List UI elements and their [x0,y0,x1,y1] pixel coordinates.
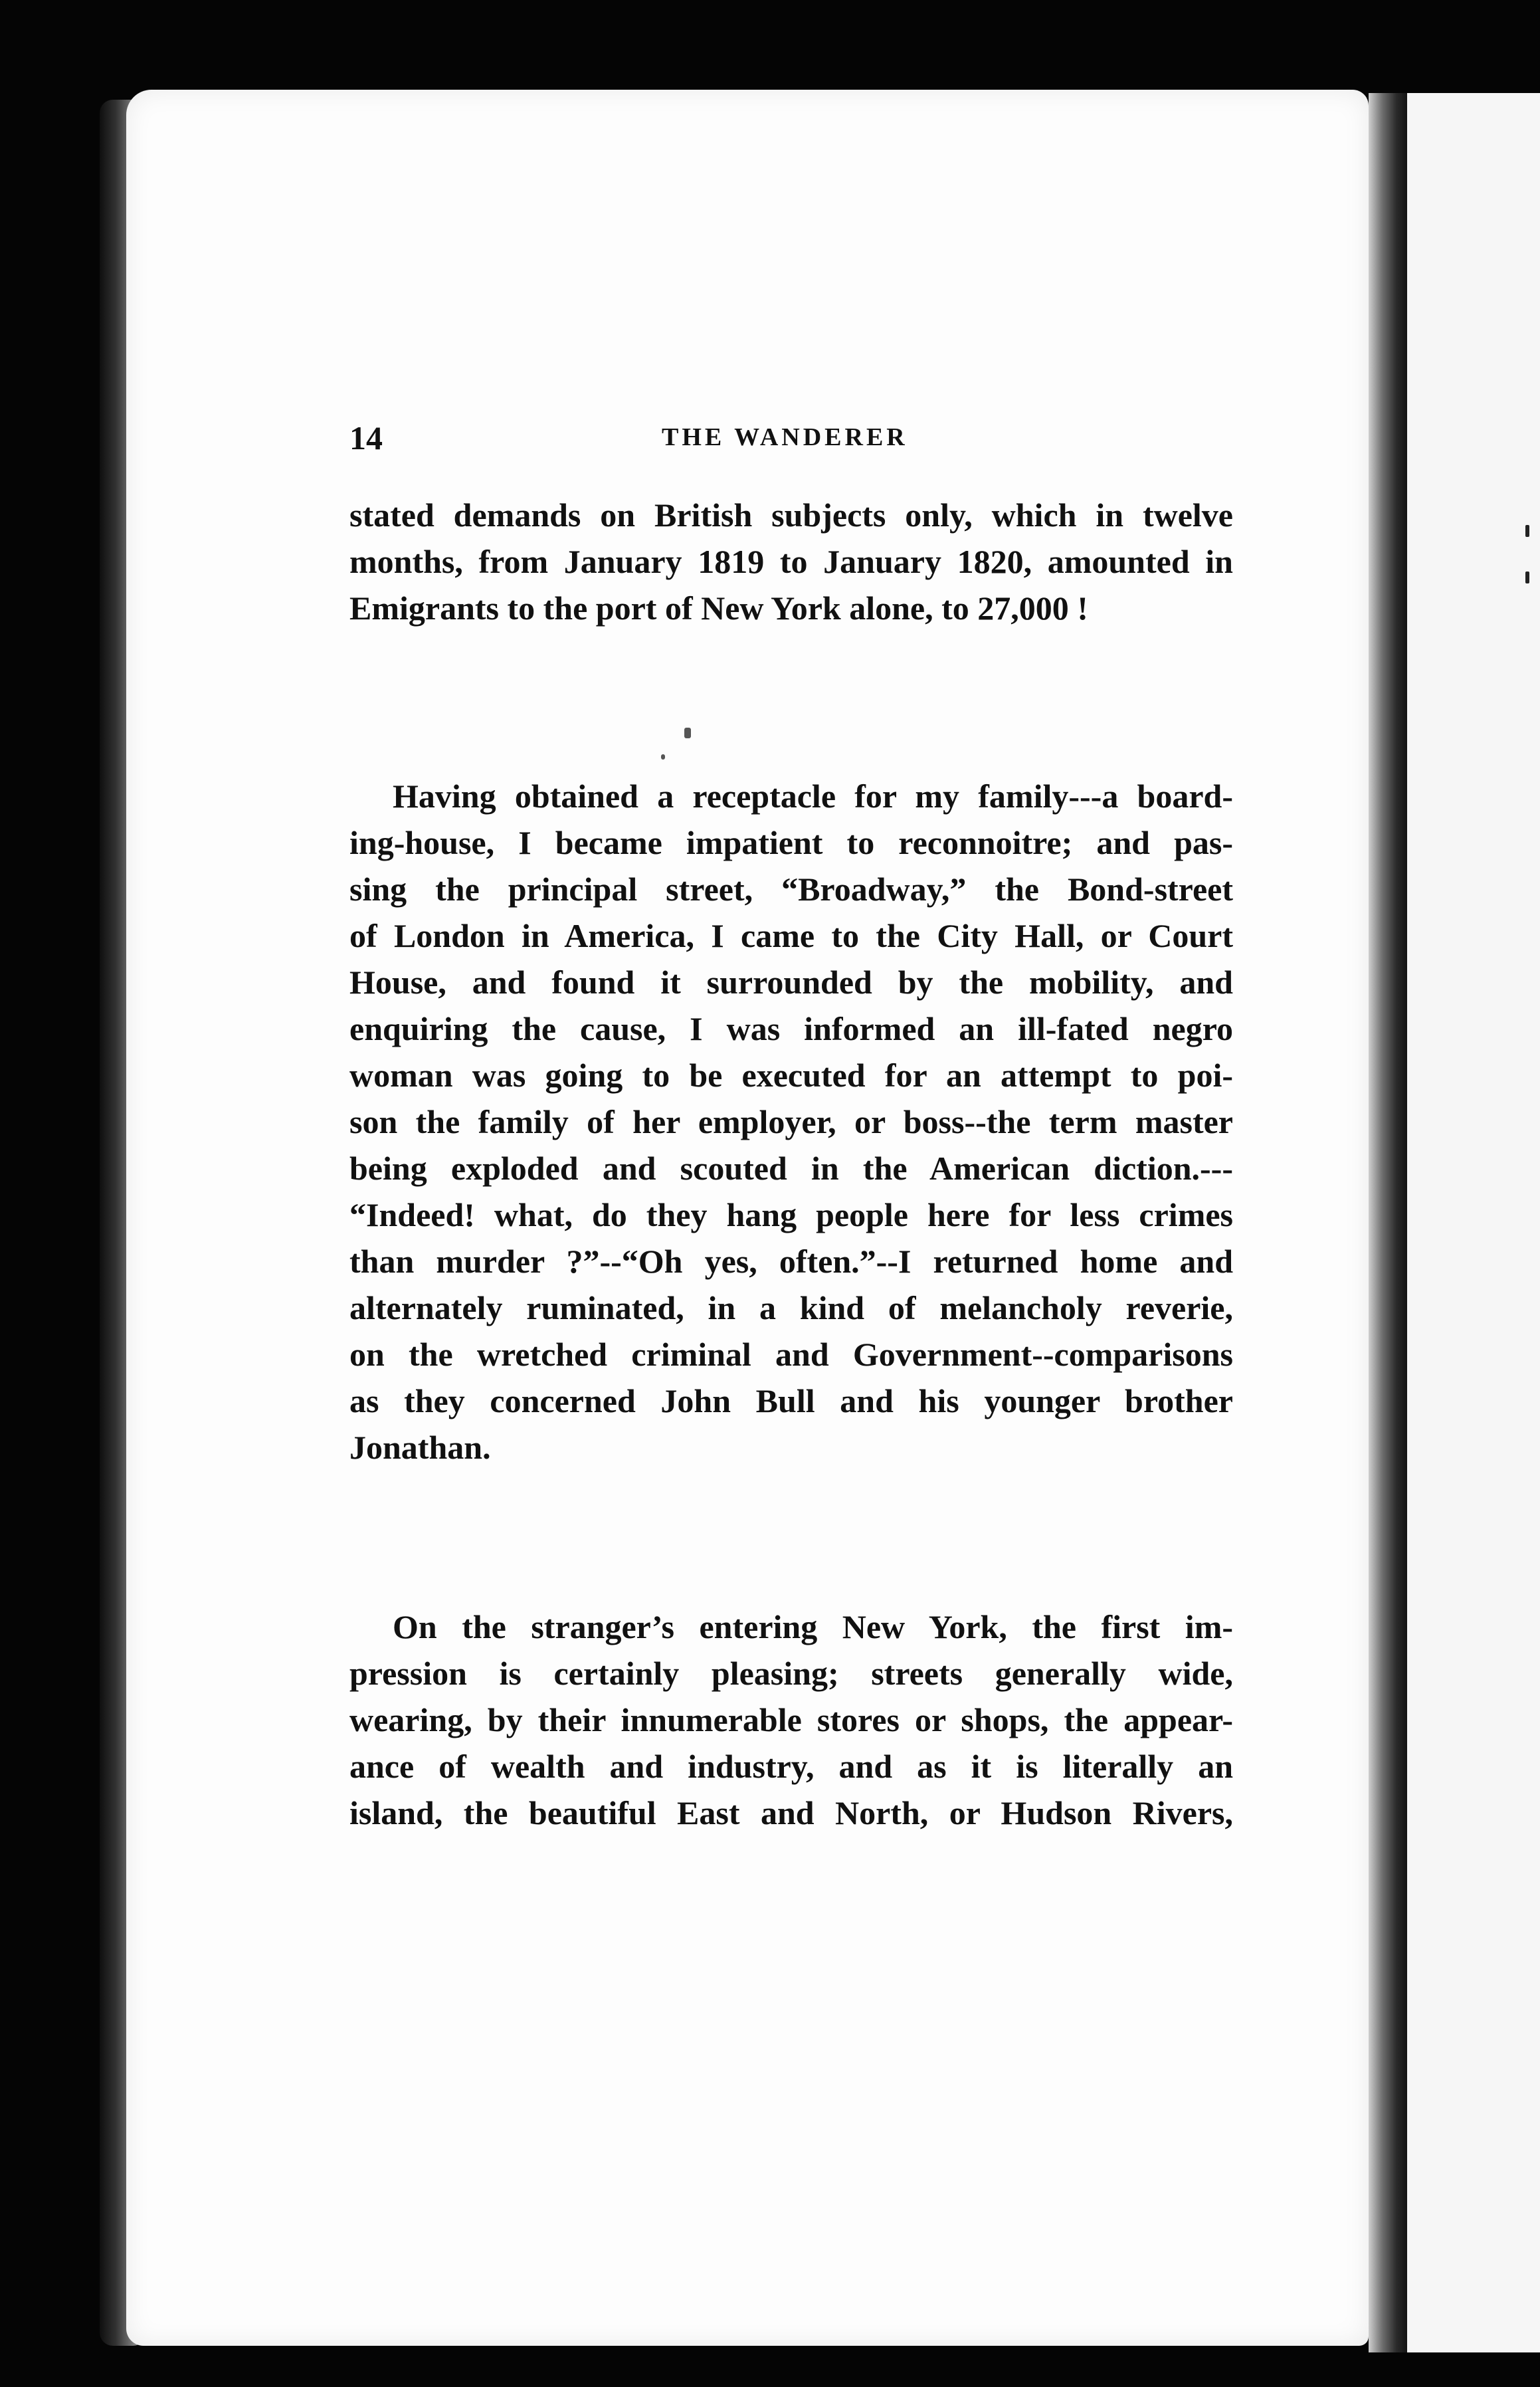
text-line: Jonathan. [349,1429,491,1466]
text-line: than murder ?”--“Oh yes, often.”--I returned home and [349,1243,1233,1280]
ink-speck [661,754,665,760]
text-line: son the family of her employer, or boss--the term master [349,1103,1233,1140]
text-line: ing-house, I became impatient to reconnoitre; and pas- [349,824,1233,861]
text-line: stated demands on British subjects only, which in twelve [349,496,1233,534]
text-line: Having obtained a receptacle for my family---a board- [393,778,1233,815]
text-line: sing the principal street, “Broadway,” the Bond-street [349,871,1233,908]
text-line: ance of wealth and industry, and as it is literally an [349,1748,1233,1785]
text-line: on the wretched criminal and Government--comparisons [349,1336,1233,1373]
book-gutter-shadow [1369,93,1408,2352]
facing-page-ink-mark [1525,571,1529,583]
paragraph-2 [349,773,1233,1471]
text-line: island, the beautiful East and North, or Hudson Rivers, [349,1794,1233,1831]
text-line: House, and found it surrounded by the mobility, and [349,964,1233,1001]
paragraph-3 [349,1604,1233,1836]
page-header [349,419,1233,459]
text-line: months, from January 1819 to January 1820, amounted in [349,543,1233,580]
text-line: alternately ruminated, in a kind of melancholy reverie, [349,1289,1233,1326]
facing-page-ink-mark [1525,525,1529,537]
text-line: On the stranger’s entering New York, the first im- [393,1608,1233,1645]
text-line: woman was going to be executed for an attempt to poi- [349,1057,1233,1094]
text-line: of London in America, I came to the City Hall, or Court [349,917,1233,954]
text-line: wearing, by their innumerable stores or shops, the appear- [349,1701,1233,1738]
text-line: enquiring the cause, I was informed an ill-fated negro [349,1010,1233,1047]
facing-page-edge [1407,93,1540,2352]
text-line: as they concerned John Bull and his younger brother [349,1382,1233,1419]
text-line: “Indeed! what, do they hang people here for less crimes [349,1196,1233,1233]
page-number: 14 [349,419,383,457]
paragraph-1 [349,492,1233,631]
text-line: being exploded and scouted in the American diction.--- [349,1150,1233,1187]
text-line: pression is certainly pleasing; streets generally wide, [349,1655,1233,1692]
text-line: Emigrants to the port of New York alone, to 27,000 ! [349,589,1088,627]
ink-speck [684,728,691,738]
running-title: THE WANDERER [662,423,908,451]
